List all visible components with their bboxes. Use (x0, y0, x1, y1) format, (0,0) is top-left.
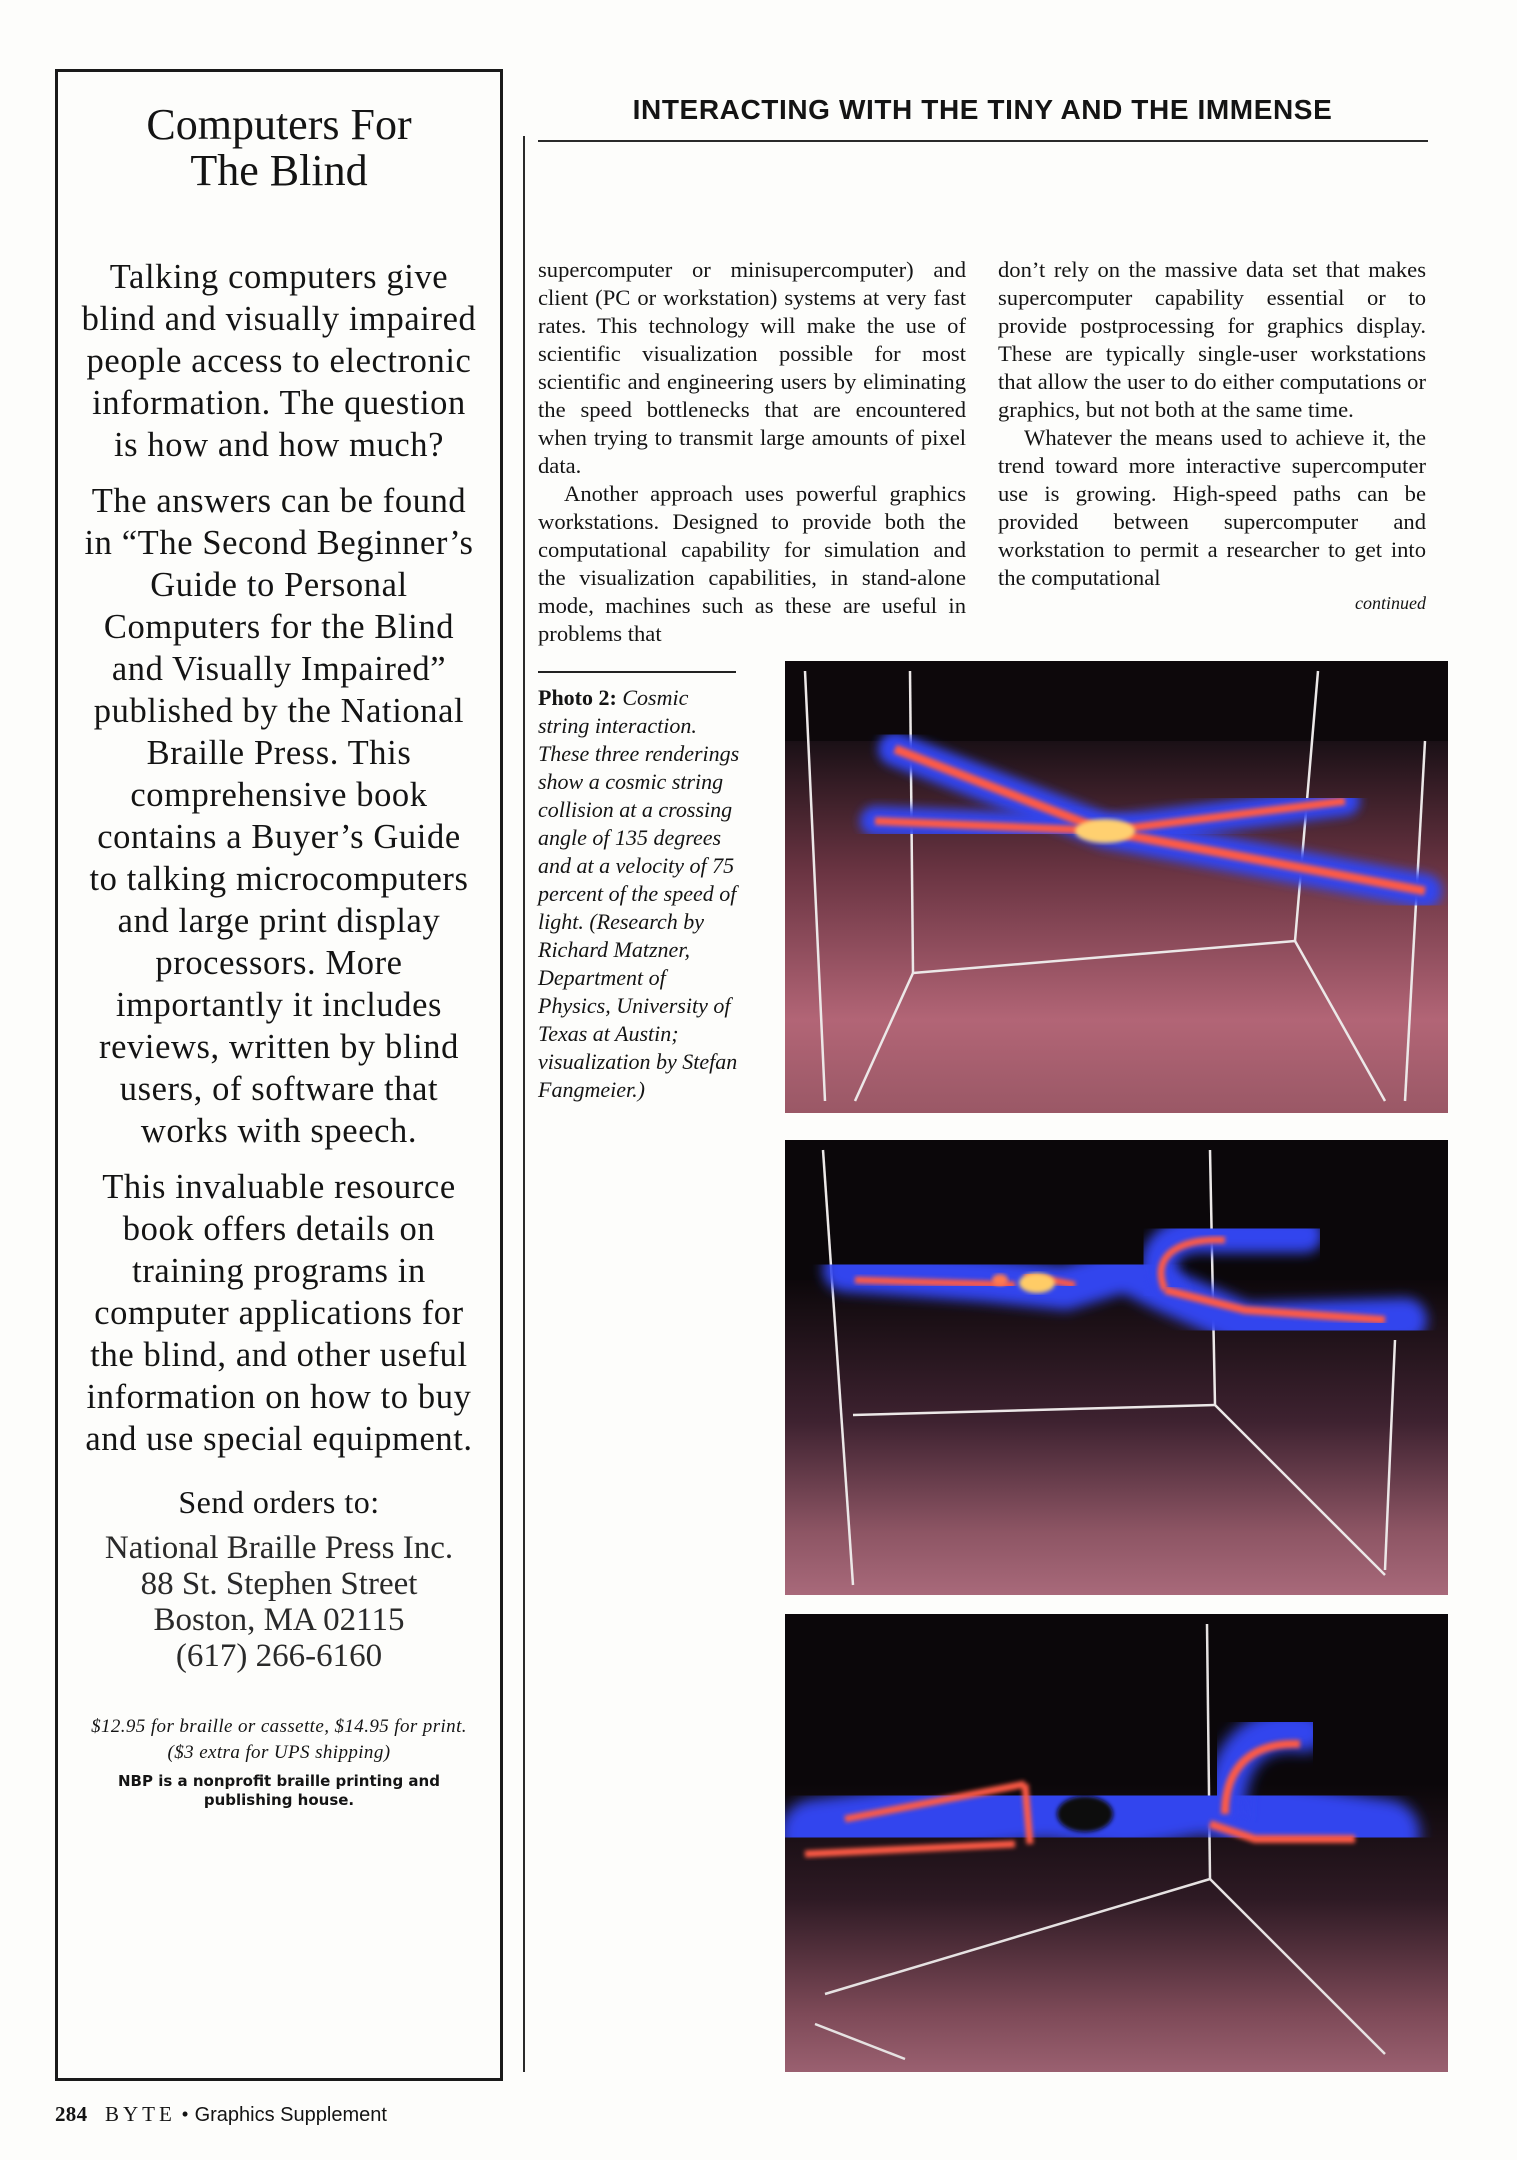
photo-caption (538, 684, 743, 1104)
ad-box (55, 69, 503, 2081)
rendering-2 (785, 1140, 1448, 1595)
article-paragraph: supercomputer or minisupercomputer) and client (PC or workstation) systems at very fast rates. This technology will make the use of scientific visualization possible for most scientific and engineering users by eliminating the speed bottlenecks that are encountered when trying to transmit large amounts of pixel data. (538, 257, 966, 478)
magazine-name: BYTE (104, 2102, 176, 2126)
article-column-2 (998, 256, 1426, 614)
ad-address-line: 88 St. Stephen Street (140, 1566, 418, 1602)
ad-paragraph-3: This invaluable resource book offers details on training programs in computer applications for the blind, and other useful information on how to buy and use special equipment. (85, 1168, 473, 1458)
footer-separator: • (181, 2102, 190, 2126)
ad-title-line2: The Blind (190, 146, 368, 195)
caption-text: Cosmic string interaction. These three renderings show a cosmic string collision at a crossing angle of 135 degrees and at a velocity of 75 percent of the speed of light. (Research by Richard Matzner, Department of Physics, University of Texas at Austin; visualization by Stefan Fangmeier.) (538, 685, 740, 1102)
ad-send-orders: Send orders to: (178, 1484, 380, 1520)
page-footer (55, 2102, 387, 2127)
ad-title-line1: Computers For (146, 100, 412, 149)
ad-paragraph-2: The answers can be found in “The Second Beginner’s Guide to Personal Computers for the Blind and Visually Impaired” published by the National Braille Press. This comprehensive book contains a Buyer’s Guide to talking microcomputers and large print display processors. More importantly it includes reviews, written by blind users, of software that works with speech. (84, 482, 474, 1150)
ad-address (58, 1530, 500, 1674)
article-paragraph: Whatever the means used to achieve it, the trend toward more interactive supercomputer use is growing. High-speed paths can be provided between supercomputer and workstation to permit a researcher to get into the computational (998, 425, 1426, 590)
ad-body (80, 256, 478, 1460)
rendering-1 (785, 661, 1448, 1113)
photo-cosmic-string-3 (785, 1614, 1448, 2072)
header-rule (538, 140, 1428, 142)
caption-rule (538, 671, 736, 673)
rendering-3 (785, 1614, 1448, 2072)
ad-address-line: (617) 266-6160 (175, 1638, 383, 1674)
ad-address-line: Boston, MA 02115 (153, 1602, 405, 1638)
article-paragraph: Another approach uses powerful graphics workstations. Designed to provide both the computational capability for simulation and the visualization capabilities, in stand-alone mode, machines such as these are useful in problems that (538, 481, 966, 646)
ad-paragraph-1: Talking computers give blind and visually impaired people access to electronic information. The question is how and how much? (81, 258, 477, 464)
article-paragraph: don’t rely on the massive data set that makes supercomputer capability essential or to provide postprocessing for graphics display. These are typically single-user workstations that allow the user to do either computations or graphics, but not both at the same time. (998, 257, 1426, 422)
ad-price: $12.95 for braille or cassette, $14.95 for print. ($3 extra for UPS shipping) (91, 1716, 467, 1763)
column-divider (523, 136, 525, 2072)
ad-note: NBP is a nonprofit braille printing and publishing house. (118, 1772, 440, 1809)
ad-title (78, 102, 480, 194)
photo-cosmic-string-1 (785, 661, 1448, 1113)
article-column-1 (538, 256, 966, 648)
ad-address-line: National Braille Press Inc. (104, 1530, 454, 1566)
running-header: INTERACTING WITH THE TINY AND THE IMMENSE (632, 94, 1333, 125)
photo-cosmic-string-2 (785, 1140, 1448, 1595)
page-number: 284 (55, 2102, 88, 2126)
section-name: Graphics Supplement (194, 2104, 387, 2126)
continued-label: continued (1355, 593, 1426, 613)
caption-label: Photo 2: (538, 685, 617, 710)
